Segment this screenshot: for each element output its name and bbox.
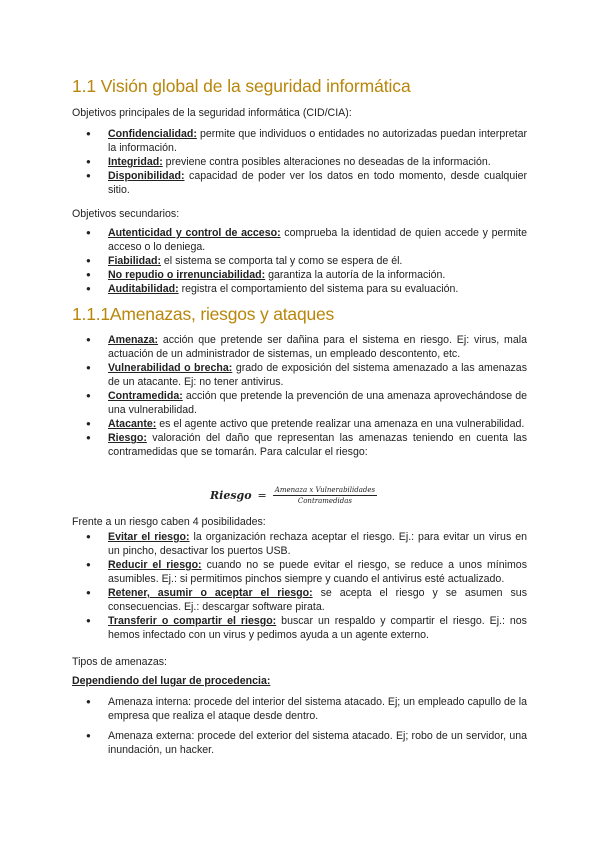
list-term: Retener, asumir o aceptar el riesgo: xyxy=(108,587,313,599)
list-text: Amenaza interna: procede del interior del sistema atacado. Ej; un empleado capullo de la empresa que realiza el ataque desde dentro. xyxy=(108,696,527,722)
formula-denominator: Contramedidas xyxy=(297,497,353,505)
section-title: 1.1 Visión global de la seguridad informática xyxy=(72,76,411,96)
origin-heading: Dependiendo del lugar de procedencia: xyxy=(72,675,271,687)
list-item xyxy=(72,268,527,282)
list-item xyxy=(72,558,527,586)
list-term: Riesgo: xyxy=(108,432,147,444)
threat-types-intro: Tipos de amenazas: xyxy=(72,656,168,668)
list-item xyxy=(72,226,527,254)
possibilities-intro: Frente a un riesgo caben 4 posibilidades: xyxy=(72,516,266,528)
list-item xyxy=(72,530,527,558)
primary-objectives-intro: Objetivos principales de la seguridad informática (CID/CIA): xyxy=(72,107,352,119)
list-item xyxy=(72,586,527,614)
list-term: Evitar el riesgo: xyxy=(108,531,190,543)
list-text: cuando no se puede evitar el riesgo, se reduce a unos mínimos asumibles. Ej.: si permitimos pinchos siempre y cuando el antivirus esté actualizado. xyxy=(108,559,527,585)
formula-fraction xyxy=(273,486,377,505)
possibilities-list xyxy=(72,530,527,642)
list-item xyxy=(72,282,527,296)
list-term: Confidencialidad: xyxy=(108,128,197,140)
formula-lhs: Riesgo xyxy=(210,489,252,502)
list-text: Amenaza externa: procede del exterior del sistema atacado. Ej; robo de un servidor, una inundación, un hacker. xyxy=(108,730,527,756)
list-item xyxy=(72,254,527,268)
list-term: No repudio o irrenunciabilidad: xyxy=(108,269,266,281)
list-text: valoración del daño que representan las amenazas teniendo en cuenta las contramedidas que se tomarán. Para calcular el riesgo: xyxy=(108,432,527,458)
list-item xyxy=(72,127,527,155)
list-item xyxy=(72,695,527,723)
list-term: Auditabilidad: xyxy=(108,283,179,295)
list-text: comprueba la identidad de quien accede y permite acceso o lo deniega. xyxy=(108,227,527,253)
subsection-title: 1.1.1Amenazas, riesgos y ataques xyxy=(72,304,335,324)
list-item xyxy=(72,729,527,757)
list-term: Fiabilidad: xyxy=(108,255,161,267)
list-item xyxy=(72,333,527,361)
list-term: Transferir o compartir el riesgo: xyxy=(108,615,277,627)
list-text: garantiza la autoría de la información. xyxy=(265,269,446,281)
list-item xyxy=(72,431,527,459)
list-item xyxy=(72,417,527,431)
list-item xyxy=(72,389,527,417)
list-term: Contramedida: xyxy=(108,390,183,402)
list-text: acción que pretende ser dañina para el sistema en riesgo. Ej: virus, mala actuación de un administrador de sistemas, un empleado descontento, etc. xyxy=(108,334,527,360)
list-term: Disponibilidad: xyxy=(108,170,185,182)
list-text: es el agente activo que pretende realizar una amenaza en una vulnerabilidad. xyxy=(156,418,525,430)
origin-list xyxy=(72,695,527,763)
list-item xyxy=(72,169,527,197)
list-term: Integridad: xyxy=(108,156,163,168)
list-term: Autenticidad y control de acceso: xyxy=(108,227,281,239)
list-text: el sistema se comporta tal y como se espera de él. xyxy=(160,255,403,267)
list-text: buscar un respaldo y compartir el riesgo. Ej.: nos hemos infectado con un virus y pedimos ayuda a un agente externo. xyxy=(108,615,527,641)
formula-equals: = xyxy=(257,489,267,502)
secondary-objectives-intro: Objetivos secundarios: xyxy=(72,208,180,220)
list-item xyxy=(72,614,527,642)
list-text: permite que individuos o entidades no autorizadas puedan interpretar la información. xyxy=(108,128,527,154)
list-item xyxy=(72,155,527,169)
list-text: grado de exposición del sistema amenazado a las amenazas de un atacante. Ej: no tener antivirus. xyxy=(108,362,527,388)
list-text: se acepta el riesgo y se asumen sus consecuencias. Ej.: descargar software pirata. xyxy=(108,587,527,613)
list-text: la organización rechaza aceptar el riesgo. Ej.: para evitar un virus en un pincho, desactivar los puertos USB. xyxy=(108,531,528,557)
primary-objectives-list xyxy=(72,127,527,197)
list-text: capacidad de poder ver los datos en todo momento, desde cualquier sitio. xyxy=(108,170,527,196)
list-term: Vulnerabilidad o brecha: xyxy=(108,362,233,374)
list-term: Amenaza: xyxy=(108,334,159,346)
list-text: previene contra posibles alteraciones no deseadas de la información. xyxy=(162,156,491,168)
list-term: Atacante: xyxy=(108,418,157,430)
secondary-objectives-list xyxy=(72,226,527,296)
list-item xyxy=(72,361,527,389)
list-text: registra el comportamiento del sistema para su evaluación. xyxy=(178,283,459,295)
list-term: Reducir el riesgo: xyxy=(108,559,202,571)
risk-formula xyxy=(210,486,377,505)
list-text: acción que pretende la prevención de una amenaza aprovechándose de una vulnerabilidad. xyxy=(108,390,527,416)
concepts-list xyxy=(72,333,527,459)
formula-numerator: Amenaza x Vulnerabilidades xyxy=(274,486,376,494)
